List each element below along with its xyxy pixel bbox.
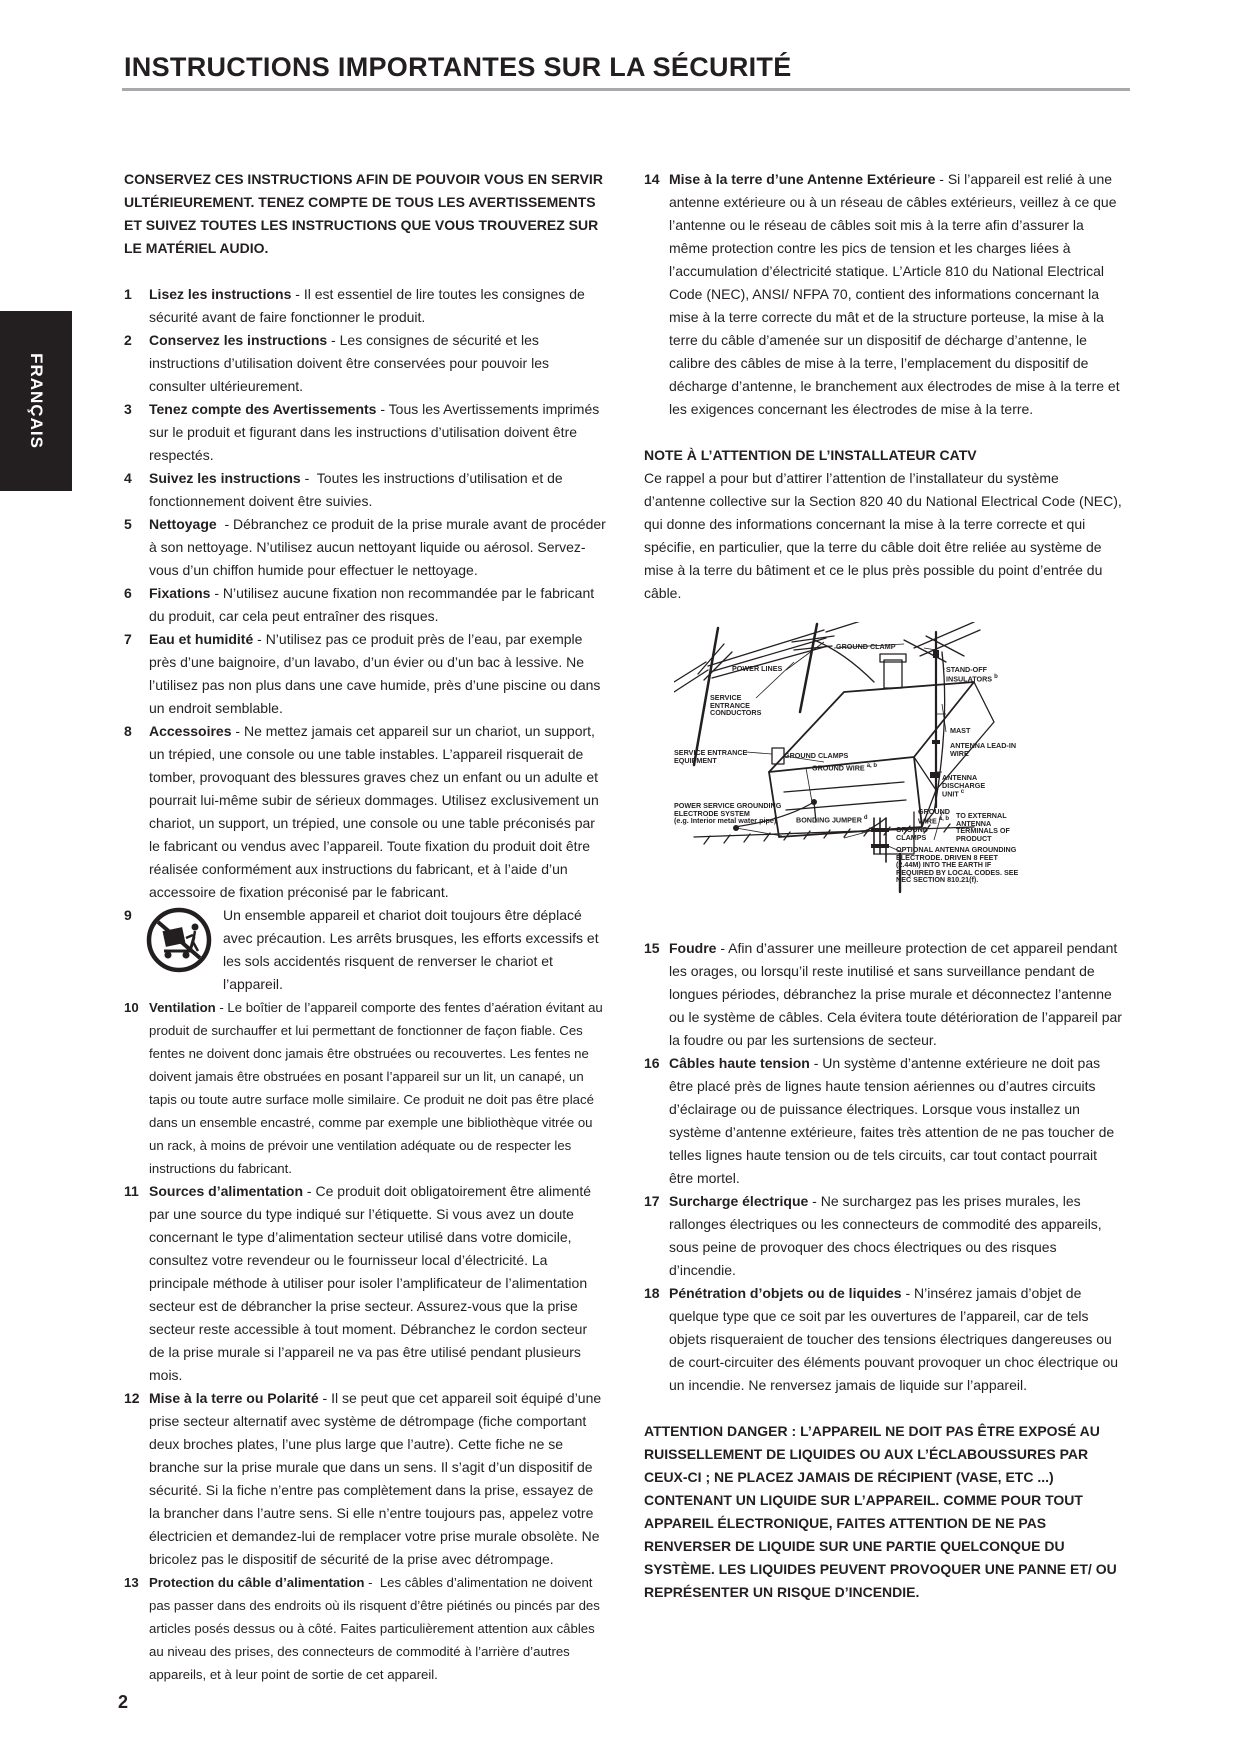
item-text: Ce produit doit obligatoirement être alimenté par une source du type indiqué sur l’étiquette. Si vous avez un doute concernant le type d’alimentation secteur utilisé dans votre domicile, consultez votre revendeur ou le fournisseur local d’électricité. La principale méthode à utiliser pour isoler l’amplificateur de l’alimentation secteur est de débrancher la prise secteur. Assurez-vous que la prise secteur reste accessible à tout moment. Débranchez le cordon secteur de la prise murale si l’appareil ne va pas être utilisé pendant plusieurs mois. (149, 1183, 591, 1383)
bonding-jumper-text: BONDING JUMPER (796, 815, 862, 825)
item-number: 7 (124, 631, 132, 647)
instruction-item-18: 18 Pénétration d’objets ou de liquides - N’insérez jamais d’objet de quelque type que ce soit par les ouvertures de l’appareil, car de tels objets risqueraient de toucher des tensions électriques dangereuses ou de court-circuiter des éléments pouvant provoquer un choc électrique ou un incendie. Ne renversez jamais de liquide sur l’appareil. (644, 1282, 1124, 1397)
item-text: N’utilisez aucune fixation non recommandée par le fabricant du produit, car cela peut entraîner des risques. (149, 585, 595, 624)
cart-tip-over-warning-icon (146, 907, 212, 973)
item-number: 5 (124, 516, 132, 532)
item-number: 15 (644, 940, 660, 956)
item-text: Un système d’antenne extérieure ne doit pas être placé près de lignes haute tension aériennes ou d’autres circuits d’éclairage ou de puissance électriques. Lorsque vous installez un système d’antenne extérieure, faites très attention de ne pas toucher de telles lignes haute tension ou de tels circuits, car tout contact pourrait être mortel. (669, 1055, 1115, 1186)
antenna-grounding-diagram (674, 622, 1114, 922)
item-number: 1 (124, 286, 132, 302)
item-label: Suivez les instructions (149, 470, 301, 486)
item-text: Ne mettez jamais cet appareil sur un chariot, un support, un trépied, une console ou une table instables. L’appareil risquerait de tomber, provoquant des blessures graves chez un enfant ou un adulte et pourrait lui-même subir de sérieux dommages. Utilisez exclusivement un chariot, un support, un trépied, une console ou une table préconisés par le fabricant ou vendus avec l’appareil. Toute fixation du produit doit être réalisée conformément aux instructions du fabricant, et à l’aide d’un accessoire de fixation préconisé par le fabricant. (149, 723, 599, 900)
item-text: Un ensemble appareil et chariot doit toujours être déplacé avec précaution. Les arrêts brusques, les efforts excessifs et les sols accidentés risquent de renverser le chariot et l’appareil. (223, 907, 599, 992)
item-label: Fixations (149, 585, 211, 601)
item-text: Débranchez ce produit de la prise murale avant de procéder à son nettoyage. N’utilisez aucun nettoyant liquide ou aérosol. Servez-vous d’un chiffon humide pour effectuer le nettoyage. (149, 516, 606, 578)
label-ground-wire-top (812, 763, 877, 772)
label-ground-clamps-top: GROUND CLAMPS (784, 751, 849, 760)
catv-note-heading: NOTE À L’ATTENTION DE L’INSTALLATEUR CATV (644, 447, 977, 463)
label-power-lines: POWER LINES (732, 664, 783, 673)
instruction-item-14: 14 Mise à la terre d’une Antenne Extérieure - Si l’appareil est relié à une antenne extérieure ou à un réseau de câbles extérieurs, veillez à ce que l’antenne ou le réseau de câbles soit mis à la terre afin d’assurer la même protection contre les pics de tension et les charges liées à l’accumulation d’électricité statique. L’Article 810 du National Electrical Code (NEC), ANSI/ NFPA 70, contient des informations concernant la mise à la terre correcte du mât et de la structure porteuse, la mise à la terre du câble d’amenée sur un dispositif de décharge d’antenne, le calibre des câbles de mise à la terre, l’emplacement du dispositif de décharge d’antenne, le branchement aux électrodes de mise à la terre et les exigences concernant les électrodes de mise à la terre. (644, 168, 1124, 421)
item-number: 6 (124, 585, 132, 601)
item-label: Câbles haute tension (669, 1055, 810, 1071)
instruction-item-12: 12 Mise à la terre ou Polarité - Il se peut que cet appareil soit équipé d’une prise secteur alternatif avec système de détrompage (fiche comportant deux broches plates, l’une plus large que l’autre). Cette fiche ne se branche sur la prise murale que dans un sens. Il s’agit d’un dispositif de sécurité. Si la fiche n’entre pas complètement dans la prise, essayez de la brancher dans l’autre sens. Si elle n’entre toujours pas, appelez votre électricien et demandez-lui de remplacer votre prise murale obsolète. Ne bricolez pas le dispositif de sécurité de la prise avec détrompage. (124, 1387, 606, 1571)
instruction-list-left (124, 283, 606, 1686)
instruction-item-2: 2 Conservez les instructions - Les consignes de sécurité et les instructions d’utilisation doivent être conservées pour pouvoir les consulter ultérieurement. (124, 329, 606, 398)
instruction-list-right-bottom (644, 937, 1124, 1397)
standoff-sup: b (994, 673, 998, 680)
item-text: Les consignes de sécurité et les instructions d’utilisation doivent être conservées pour pouvoir les consulter ultérieurement. (149, 332, 549, 394)
label-bonding-jumper (796, 815, 868, 824)
item-number: 3 (124, 401, 132, 417)
instruction-item-17: 17 Surcharge électrique - Ne surchargez pas les prises murales, les rallonges électriques ou les connecteurs de commodité des appareils, sous peine de provoquer des chocs électriques ou des risques d’incendie. (644, 1190, 1124, 1282)
item-label: Eau et humidité (149, 631, 254, 647)
label-standoff-insulators (946, 666, 1012, 682)
item-number: 4 (124, 470, 132, 486)
intro-warning: CONSERVEZ CES INSTRUCTIONS AFIN DE POUVOIR VOUS EN SERVIR ULTÉRIEUREMENT. TENEZ COMPTE DE TOUS LES AVERTISSEMENTS ET SUIVEZ TOUTES LES INSTRUCTIONS QUE VOUS TROUVEREZ SUR LE MATÉRIEL AUDIO. (124, 171, 603, 256)
ground-wire-text: GROUND WIRE (812, 763, 865, 773)
item-number: 2 (124, 332, 132, 348)
label-antenna-discharge-unit (942, 774, 994, 798)
instruction-item-4: 4 Suivez les instructions - Toutes les instructions d’utilisation et de fonctionnement doivent être suivies. (124, 467, 606, 513)
title-rule (122, 88, 1130, 91)
item-text: Toutes les instructions d’utilisation et de fonctionnement doivent être suivies. (149, 470, 563, 509)
instruction-item-7: 7 Eau et humidité - N’utilisez pas ce produit près de l’eau, par exemple près d’une baignoire, d’un lavabo, d’un évier ou d’un bac à lessive. Ne l’utilisez pas non plus dans une cave humide, près d’une piscine ou dans un endroit semblable. (124, 628, 606, 720)
label-mast: MAST (950, 726, 971, 735)
instruction-item-15: 15 Foudre - Afin d’assurer une meilleure protection de cet appareil pendant les orages, ou lorsqu’il reste inutilisé et sans surveillance pendant de longues périodes, débranchez la prise murale et déconnectez l’antenne ou le système de câbles. Cela évitera toute détérioration de l’appareil par la foudre ou par les surtensions de secteur. (644, 937, 1124, 1052)
instruction-item-16: 16 Câbles haute tension - Un système d’antenne extérieure ne doit pas être placé près de lignes haute tension aériennes ou d’autres circuits d’éclairage ou de puissance électriques. Lorsque vous installez un système d’antenne extérieure, faites très attention de ne pas toucher de telles lignes haute tension ou de tels circuits, car tout contact pourrait être mortel. (644, 1052, 1124, 1190)
label-power-service-grounding (674, 802, 794, 825)
left-column (124, 168, 606, 1686)
power-service-text: POWER SERVICE GROUNDING ELECTRODE SYSTEM (674, 801, 782, 818)
power-service-note: (e.g. Interior metal water pipe) (674, 816, 777, 825)
right-column (644, 168, 1124, 1604)
item-label: Pénétration d’objets ou de liquides (669, 1285, 902, 1301)
item-label: Protection du câble d’alimentation (149, 1575, 365, 1590)
item-label: Lisez les instructions (149, 286, 292, 302)
item-text: Afin d’assurer une meilleure protection de cet appareil pendant les orages, ou lorsqu’il reste inutilisé et sans surveillance pendant de longues périodes, débranchez la prise murale et déconnectez l’antenne ou le système de câbles. Cela évitera toute détérioration de l’appareil par la foudre ou par les surtensions de secteur. (669, 940, 1122, 1048)
item-number: 13 (124, 1575, 139, 1590)
item-number: 8 (124, 723, 132, 739)
item-label: Mise à la terre d’une Antenne Extérieure (669, 171, 936, 187)
language-tab-label: FRANÇAIS (27, 353, 46, 449)
item-text: Les câbles d’alimentation ne doivent pas passer dans des endroits où ils risquent d’être piétinés ou pincés par des articles posés dessus ou à côté. Faites particulièrement attention aux câbles au niveau des prises, des connecteurs de commodité à l’arrière d’autres appareils, et à leur point de sortie de cet appareil. (149, 1575, 600, 1682)
item-number: 11 (124, 1183, 139, 1199)
instruction-item-8: 8 Accessoires - Ne mettez jamais cet appareil sur un chariot, un support, un trépied, une console ou une table instables. L’appareil risquerait de tomber, provoquant des blessures graves chez un enfant ou un adulte et pourrait lui-même subir de sérieux dommages. Utilisez exclusivement un chariot, un support, un trépied, une console ou une table préconisés par le fabricant ou vendus avec l’appareil. Toute fixation du produit doit être réalisée conformément aux instructions du fabricant, et à l’aide d’un accessoire de fixation préconisé par le fabricant. (124, 720, 606, 904)
item-label: Ventilation (149, 1000, 216, 1015)
label-service-entrance-conductors: SERVICE ENTRANCE CONDUCTORS (710, 693, 762, 717)
item-label: Surcharge électrique (669, 1193, 809, 1209)
item-text: N’utilisez pas ce produit près de l’eau, par exemple près d’une baignoire, d’un lavabo, d’un évier ou d’un bac à lessive. Ne l’utilisez pas non plus dans une cave humide, près d’une piscine ou dans un endroit semblable. (149, 631, 601, 716)
page-title: INSTRUCTIONS IMPORTANTES SUR LA SÉCURITÉ (124, 52, 792, 82)
item-label: Tenez compte des Avertissements (149, 401, 377, 417)
item-label: Accessoires (149, 723, 232, 739)
standoff-text: STAND-OFF INSULATORS (946, 665, 993, 683)
item-number: 9 (124, 907, 132, 923)
item-text: Ne surchargez pas les prises murales, les rallonges électriques ou les connecteurs de commodité des appareils, sous peine de provoquer des chocs électriques ou des risques d’incendie. (669, 1193, 1102, 1278)
item-number: 12 (124, 1390, 140, 1406)
label-service-entrance-equipment: SERVICE ENTRANCE EQUIPMENT (674, 748, 748, 765)
item-text: Le boîtier de l’appareil comporte des fentes d’aération évitant au produit de surchauffer et lui permettant de fonctionner de façon fiable. Ces fentes ne doivent donc jamais être obstruées ou recouvertes. Les fentes ne doivent jamais être obstruées en posant l’appareil sur un lit, un canapé, un tapis ou toute autre surface molle similaire. Ce produit ne doit pas être placé dans un ensemble encastré, comme par exemple une bibliothèque vitrée ou un rack, à moins de prévoir une ventilation adéquate ou de respecter les instructions du fabricant. (149, 1000, 603, 1176)
item-text: Il se peut que cet appareil soit équipé d’une prise secteur alternatif avec système de détrompage (fiche comportant deux broches plates, l’une plus large que l’autre). Cette fiche ne se branche sur la prise murale que dans un sens. Il s’agit d’un dispositif de sécurité. Si la fiche n’entre pas complètement dans la prise, essayez de la brancher dans l’autre sens. Si elle n’entre toujours pas, appelez votre électricien et demandez-lui de remplacer votre prise murale obsolète. Ne bricolez pas le dispositif de sécurité de la prise avec détrompage. (149, 1390, 602, 1567)
label-to-external-antenna: TO EXTERNAL ANTENNA TERMINALS OF PRODUCT (956, 811, 1010, 843)
instruction-item-1: 1 Lisez les instructions - Il est essentiel de lire toutes les consignes de sécurité avant de faire fonctionner le produit. (124, 283, 606, 329)
item-number: 14 (644, 171, 660, 187)
instruction-item-11: 11 Sources d’alimentation - Ce produit doit obligatoirement être alimenté par une source du type indiqué sur l’étiquette. Si vous avez un doute concernant le type d’alimentation secteur utilisé dans votre domicile, consultez votre revendeur ou le fournisseur local d’électricité. La principale méthode à utiliser pour isoler l’amplificateur de l’alimentation secteur est de débrancher la prise secteur. Assurez-vous que la prise secteur reste accessible à tout moment. Débranchez le cordon secteur de la prise murale si l’appareil ne va pas être utilisé pendant plusieurs mois. (124, 1180, 606, 1387)
instruction-item-5: 5 Nettoyage - Débranchez ce produit de la prise murale avant de procéder à son nettoyage. N’utilisez aucun nettoyant liquide ou aérosol. Servez-vous d’un chiffon humide pour effectuer le nettoyage. (124, 513, 606, 582)
label-ground-clamps-bottom: GROUND CLAMPS (896, 825, 928, 842)
item-label: Foudre (669, 940, 717, 956)
item-label: Sources d’alimentation (149, 1183, 304, 1199)
item-text: Si l’appareil est relié à une antenne extérieure ou à un réseau de câbles extérieurs, veillez à ce que l’antenne ou le réseau de câbles soit mis à la terre afin d’assurer la même protection contre les pics de tension et les charges liées à l’accumulation d’électricité statique. L’Article 810 du National Electrical Code (NEC), ANSI/ NFPA 70, contient des informations concernant la mise à la terre correcte du mât et de la structure porteuse, la mise à la terre du câble d’amenée sur un dispositif de décharge d’antenne, le calibre des câbles de mise à la terre, l’emplacement du dispositif de décharge d’antenne, le branchement aux électrodes de mise à la terre et les exigences concernant les électrodes de mise à la terre. (669, 171, 1120, 417)
item-label: Nettoyage (149, 516, 217, 532)
item-text: N’insérez jamais d’objet de quelque type que ce soit par les ouvertures de l’appareil, car de tels objets risqueraient de toucher des tensions électriques dangereuses ou de court-circuiter des éléments pouvant provoquer un choc électrique ou un incendie. Ne renversez jamais de liquide sur l’appareil. (669, 1285, 1119, 1393)
instruction-item-13: 13 Protection du câble d’alimentation - Les câbles d’alimentation ne doivent pas passer dans des endroits où ils risquent d’être piétinés ou pincés par des articles posés dessus ou à côté. Faites particulièrement attention aux câbles au niveau des prises, des connecteurs de commodité à l’arrière d’autres appareils, et à leur point de sortie de cet appareil. (124, 1571, 606, 1686)
item-text: Il est essentiel de lire toutes les consignes de sécurité avant de faire fonctionner le produit. (149, 286, 585, 325)
instruction-list-right-top (644, 168, 1124, 421)
label-ground-clamp: GROUND CLAMP (836, 642, 896, 651)
label-antenna-lead-in-wire: ANTENNA LEAD-IN WIRE (950, 741, 1017, 758)
item-label: Mise à la terre ou Polarité (149, 1390, 319, 1406)
bonding-jumper-sup: d (863, 815, 868, 821)
danger-warning: ATTENTION DANGER : L’APPAREIL NE DOIT PAS ÊTRE EXPOSÉ AU RUISSELLEMENT DE LIQUIDES OU AUX L’ÉCLABOUSSURES PAR CEUX-CI ; NE PLACEZ JAMAIS DE RÉCIPIENT (VASE, ETC ...) CONTENANT UN LIQUIDE SUR L’APPAREIL. COMME POUR TOUT APPAREIL ÉLECTRONIQUE, FAITES ATTENTION DE NE PAS RENVERSER DE LIQUIDE SUR UNE PARTIE QUELCONQUE DU SYSTÈME. LES LIQUIDES PEUVENT PROVOQUER UNE PANNE ET/ OU REPRÉSENTER UN RISQUE D’INCENDIE. (644, 1423, 1117, 1600)
ground-wire-bottom-text: GROUND WIRE (918, 807, 950, 825)
discharge-unit-sup: c (960, 789, 965, 795)
label-optional-grounding-electrode: OPTIONAL ANTENNA GROUNDING ELECTRODE. DRIVEN 8 FEET (2.44M) INTO THE EARTH IF REQUIRED BY LOCAL CODES. SEE NEC SECTION 810.21(f). (896, 845, 1019, 884)
item-text: Tous les Avertissements imprimés sur le produit et figurant dans les instructions d’utilisation doivent être respectés. (149, 401, 600, 463)
item-number: 10 (124, 1000, 139, 1015)
instruction-item-6: 6 Fixations - N’utilisez aucune fixation non recommandée par le fabricant du produit, car cela peut entraîner des risques. (124, 582, 606, 628)
discharge-unit-text: ANTENNA DISCHARGE UNIT (942, 773, 986, 799)
item-number: 16 (644, 1055, 660, 1071)
ground-wire-sup: a, b (866, 763, 878, 769)
instruction-item-3: 3 Tenez compte des Avertissements - Tous les Avertissements imprimés sur le produit et figurant dans les instructions d’utilisation doivent être respectés. (124, 398, 606, 467)
catv-note-text: Ce rappel a pour but d’attirer l’attention de l’installateur du système d’antenne collective sur la Section 820 40 du National Electrical Code (NEC), qui donne des informations concernant la mise à la terre correcte et qui spécifie, en particulier, que la terre du câble doit être reliée au système de mise à la terre du bâtiment et ce le plus près possible du point d’entrée du câble. (644, 470, 1122, 601)
page-number: 2 (118, 1692, 129, 1712)
instruction-item-10: 10 Ventilation - Le boîtier de l’appareil comporte des fentes d’aération évitant au produit de surchauffer et lui permettant de fonctionner de façon fiable. Ces fentes ne doivent donc jamais être obstruées ou recouvertes. Les fentes ne doivent jamais être obstruées en posant l’appareil sur un lit, un canapé, un tapis ou toute autre surface molle similaire. Ce produit ne doit pas être placé dans un ensemble encastré, comme par exemple une bibliothèque vitrée ou un rack, à moins de prévoir une ventilation adéquate ou de respecter les instructions du fabricant. (124, 996, 606, 1180)
item-number: 17 (644, 1193, 660, 1209)
item-label: Conservez les instructions (149, 332, 328, 348)
ground-wire-bottom-sup: a, b (938, 815, 950, 822)
instruction-item-9 (124, 904, 606, 996)
item-number: 18 (644, 1285, 660, 1301)
language-tab (0, 311, 72, 491)
label-ground-wire-bottom (918, 808, 958, 824)
